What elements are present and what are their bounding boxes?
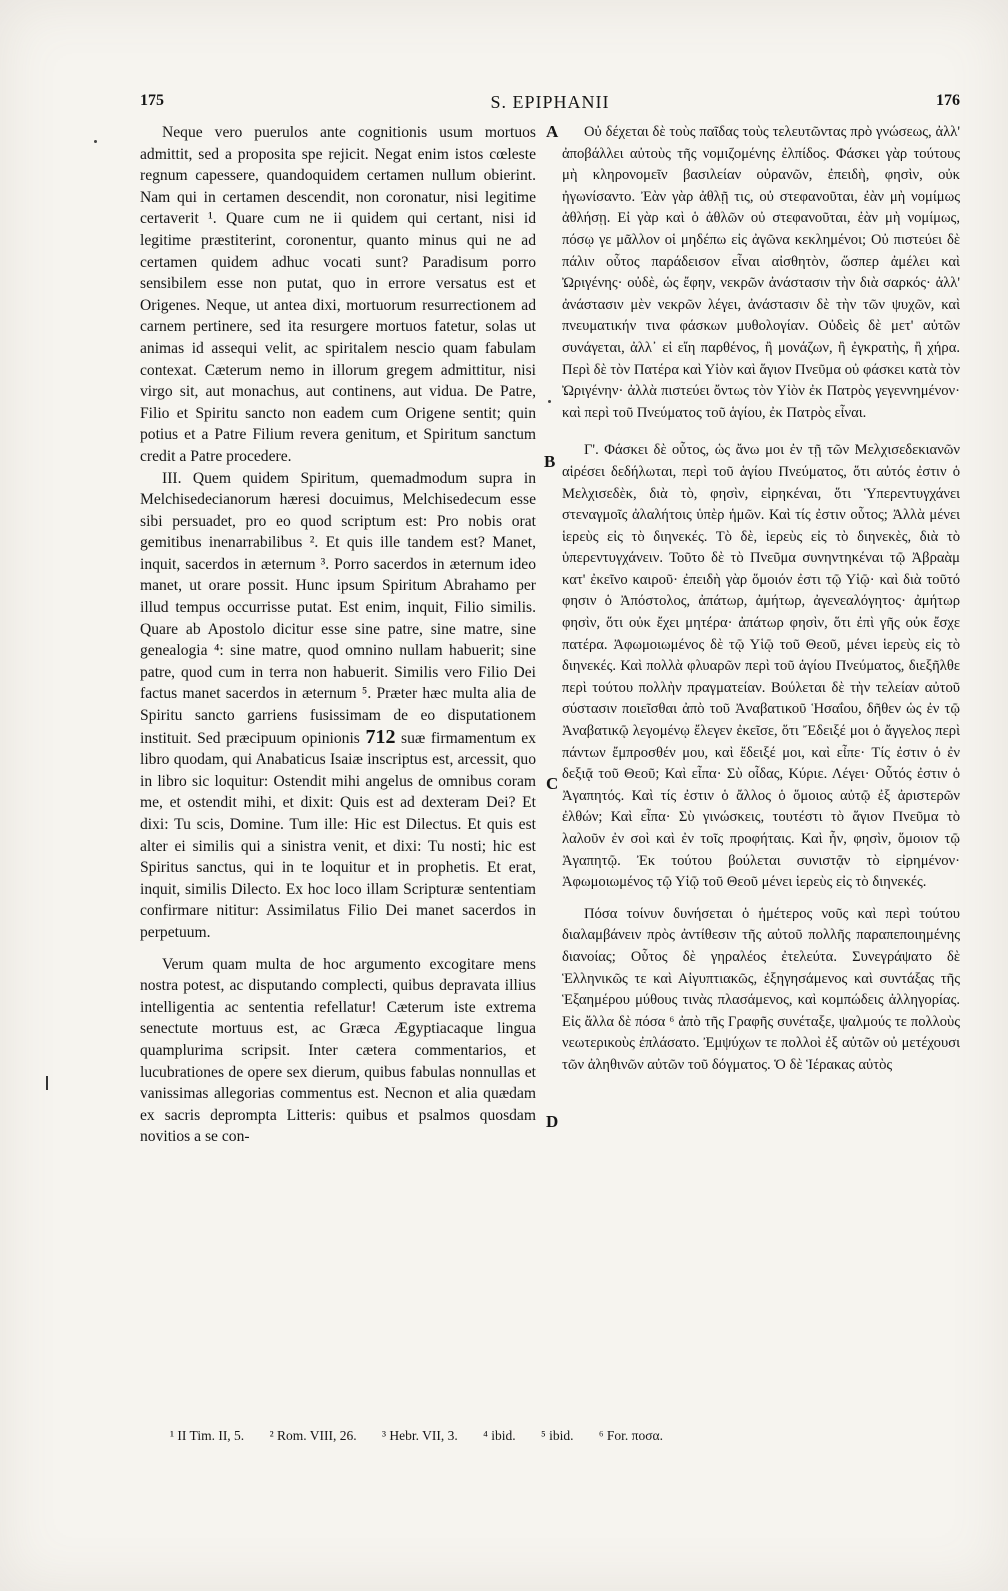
latin-column xyxy=(140,122,536,1148)
running-header xyxy=(140,92,960,118)
footnote-3: ³ Hebr. VII, 3. xyxy=(381,1428,458,1443)
margin-letter-c: C xyxy=(546,774,559,793)
latin-paragraph-2 xyxy=(140,468,536,944)
page-number-right: 176 xyxy=(936,92,960,109)
column-number: 712 xyxy=(365,725,396,748)
scan-speck xyxy=(94,140,97,143)
margin-letter-b: B xyxy=(544,452,556,471)
greek-paragraph-3: Πόσα τοίνυν δυνήσεται ὁ ἡμέτερος νοῦς καὶ περὶ τούτου διαλαμβάνειν πρὸς ἀντίθεσιν τῆς αὐτοῦ πολλῆς παραπεποιημένης διανοίας; Οὗτος δὲ γηραλέος ἐτελεύτα. Συνεγράψατο δὲ Ἑλληνικῶς τε καὶ Αἰγυπτιακῶς, ἐξηγησάμενος καὶ συντάξας τῆς Ἑξαημέρου μύθους τινὰς πλασάμενος, καὶ κομπώδεις ἀλληγορίας. Εἰς ἄλλα δὲ πόσα ⁶ ἀπὸ τῆς Γραφῆς συνέταξε, ψαλμούς τε πολλοὺς νεωτερικοὺς ἐπλάσατο. Ἐμψύχων τε πολλοὶ ἐξ αὐτῶν οὐ μετέχουσι τῶν ἀληθινῶν αὐτῶν τοῦ δόγματος. Ὁ δὲ Ἱέρακας αὐτὸς xyxy=(562,905,960,1073)
page-number-left: 175 xyxy=(140,92,164,109)
scan-speck xyxy=(548,400,551,403)
footnote-2: ² Rom. VIII, 26. xyxy=(269,1428,357,1443)
running-title: S. EPIPHANII xyxy=(490,92,610,112)
scan-mark xyxy=(46,1076,48,1090)
footnotes xyxy=(170,1428,890,1444)
latin-paragraph-1: Neque vero puerulos ante cognitionis usum mortuos admittit, sed a proposita spe rejicit. Negat enim istos cœleste regnum capessere, quandoquidem certamen nullum obierint. Nam qui in certamen descendit, non coronatur, nisi legitime certaverit ¹. Quare cum ne ii quidem qui certant, nisi id legitime præstiterint, coronentur, quanto minus qui ne ad certamen quidem adhuc vocati sunt? Paradisum porro sensibilem esse non putat, quo in errore versatus est et Origenes. Neque, ut antea dixi, mortuorum resurrectionem ad carnem pertinere, sed ita resurgere mortuos fatetur, solas ut animas id assequi velit, ac spiritalem nescio quam fabulam contexat. Cæterum nemo in illorum gregem admittitur, nisi virgo sit, aut monachus, aut continens, aut vidua. De Patre, Filio et Spiritu sancto non eadem cum Origene sentit; quin potius et a Patre Filium revera genitum, et Spiritum sanctum credit a Patre procedere. xyxy=(140,124,536,465)
latin-paragraph-2-cont: suæ firmamentum ex libro quodam, qui Anabaticus Isaiæ inscriptus est, arcessit, quo in libro sic loquitur: Ostendit mihi angelus de omnibus coram me, et ostendit mihi, et dixit: Quis est ad dexteram Dei? Et dixi: Tu scis, Domine. Tum ille: Hic est Dilectus. Et quis est alter ei similis qui a sinistra venit, et dixi: Tu nosti; hic est Spiritus sanctus, qui in te loquitur et in prophetis. Et erat, inquit, similis Dilecto. Ex hoc loco illam Scripturæ sententiam confirmare nititur: Assimilatus Filio Dei manet sacerdos in perpetuum. xyxy=(140,729,537,941)
footnote-6: ⁶ For. ποσα. xyxy=(598,1428,663,1443)
margin-letter-a: A xyxy=(546,122,559,141)
greek-paragraph-2: Γ'. Φάσκει δὲ οὗτος, ὡς ἄνω μοι ἐν τῇ τῶν Μελχισεδεκιανῶν αἱρέσει δεδήλωται, περὶ τοῦ ἁγίου Πνεύματος, ὅτι αὐτός ἐστιν ὁ Μελχισεδὲκ, διὰ τὸ, φησὶν, εἰρηκέναι, ὅτι Ὑπερεντυγχάνει στεναγμοῖς ἀλαλήτοις ὑπὲρ ἡμῶν. Καὶ τίς ἐστιν οὗτος; Ἀλλὰ μένει ἱερεὺς εἰς τὸ διηνεκές. Τὸ δὲ, ἱερεὺς εἰς τὸ διηνεκὲς, διὰ τὸ ὑπερεντυγχάνειν. Τοῦτο δὲ τὸ Πνεῦμα συνηντηκέναι τῷ Ἀβραὰμ κατ' ἐκεῖνο καιροῦ· ἐπειδὴ γὰρ ὅμοιόν ἐστι τῷ Υἱῷ· καὶ διὰ τοῦτό φησιν ὁ Ἀπόστολος, ἀπάτωρ, ἀμήτωρ, ἀγενεαλόγητος· ἀμήτωρ φησὶν, ὅτι οὐκ ἔχει μητέρα· ἀπάτωρ φησὶν, ὅτι ἐπὶ γῆς οὐκ ἔσχε πατέρα. Ἀφωμοιωμένος δὲ τῷ Υἱῷ τοῦ Θεοῦ, μένει ἱερεὺς εἰς τὸ διηνεκές. Καὶ πολλὰ φλυαρῶν περὶ τοῦ ἁγίου Πνεύματος, διεξῆλθε περὶ τούτου πολλὴν πραγματείαν. Βούλεται δὲ τὴν τελείαν αὐτοῦ σύστασιν ποιεῖσθαι ἀπὸ τοῦ Ἀναβατικοῦ Ἡσαΐου, δῆθεν ὡς ἐν τῷ Ἀναβατικῷ λεγομένῳ ἔλεγεν ἐκεῖσε, ὅτι Ἔδειξέ μοι ὁ ἄγγελος περὶ πάντων ἔμπροσθέν μου, καὶ ἔδειξέ μοι, καὶ εἶπε· Τίς ἐστιν ὁ ἐν δεξιᾷ τοῦ Θεοῦ; Καὶ εἶπα· Σὺ οἶδας, Κύριε. Λέγει· Οὗτός ἐστιν ὁ Ἀγαπητός. Καὶ τίς ἐστιν ὁ ἄλλος ὁ ὅμοιος αὐτῷ ἐξ ἀριστερῶν ἐλθών; Καὶ εἶπα· Σὺ γινώσκεις, τουτέστι τὸ ἅγιον Πνεῦμα τὸ λαλοῦν ἐν σοὶ καὶ ἐν τοῖς προφήταις. Καὶ ἦν, φησὶν, ὅμοιον τῷ Ἀγαπητῷ. Ἐκ τούτου βούλεται συνιστᾷν τὸ εἰρημένον· Ἀφωμοιωμένος τῷ Υἱῷ τοῦ Θεοῦ μένει ἱερεὺς εἰς τὸ διηνεκές. xyxy=(562,442,960,891)
latin-paragraph-2-text: III. Quem quidem Spiritum, quemadmodum supra in Melchisedecianorum hæresi docuimus, Melchisedecum esse sibi persuadet, pro eo quod scriptum est: Pro nobis orat gemitibus inenarrabilibus ². Et quis ille tandem est? Manet, inquit, sacerdos in æternum ³. Porro sacerdos in æternum ideo manet, ut orare possit. Hunc ipsum Spiritum Abrahamo per illud tempus occurrisse putat. Est enim, inquit, Filio similis. Quare ab Apostolo dicitur esse sine patre, sine matre, sine genealogia ⁴: sine matre, quod omnino nullam habuerit; sine patre, quod cum in terra non habuerit. Similis vero Filio Dei factus manet sacerdos in æternum ⁵. Præter hæc multa alia de Spiritu sancto garriens fusissimam de eo disputationem instituit. Sed præcipuum opinionis xyxy=(140,469,536,747)
footnote-5: ⁵ ibid. xyxy=(541,1428,574,1443)
footnote-1: ¹ II Tim. II, 5. xyxy=(170,1428,245,1443)
latin-paragraph-3: Verum quam multa de hoc argumento excogitare mens nostra potest, ac disputando complecti, quibus depravata illius intelligentia ac sententia refellatur! Cæterum iste extrema senectute mortuus est, ac Græca Ægyptiacaque lingua quamplurima scripsit. Inter cætera commentarios, et lucubrationes de opere sex dierum, quibus fabulas nonnullas et vanissimas allegorias commentus est. Necnon et alia quædam ex sacris deprompta Litteris: quibus et psalmos quosdam novitios a se con- xyxy=(140,955,536,1146)
greek-column xyxy=(562,122,960,1077)
margin-letter-d: D xyxy=(546,1112,559,1131)
footnote-4: ⁴ ibid. xyxy=(483,1428,516,1443)
greek-paragraph-1: Οὐ δέχεται δὲ τοὺς παῖδας τοὺς τελευτῶντας πρὸ γνώσεως, ἀλλ' ἀποβάλλει αὐτοὺς τῆς νομιζομένης ἐλπίδος. Φάσκει γὰρ τούτους μὴ κληρονομεῖν βασιλείαν οὐρανῶν, ἐπειδὴ, φησὶν, οὐκ ἠγωνίσαντο. Ἐὰν γὰρ ἀθλῇ τις, οὐ στεφανοῦται, ἐὰν μὴ νομίμως ἀθλήσῃ. Εἰ γὰρ καὶ ὁ ἀθλῶν οὐ στεφανοῦται, ἐὰν μὴ νομίμως, πόσῳ γε μᾶλλον οἱ μηδέπω εἰς ἀγῶνα κεκλημένοι; Οὐ πιστεύει δὲ πάλιν οὗτος παράδεισον εἶναι αἰσθητὸν, ὥσπερ ἀμέλει καὶ Ὠριγένης· οὐδὲ, ὡς ἔφην, νεκρῶν ἀνάστασιν τὴν διὰ σαρκός· ἀλλ' ἀνάστασιν μὲν νεκρῶν λέγει, ἀνάστασιν δὲ τὴν τῶν ψυχῶν, καὶ πνευματικήν τινα φάσκων μυθολογίαν. Οὐδεὶς δὲ μετ' αὐτῶν συνάγεται, ἀλλ᾽ εἰ εἴη παρθένος, ἢ μονάζων, ἢ ἐγκρατὴς, ἢ χήρα. Περὶ δὲ τὸν Πατέρα καὶ Υἱὸν καὶ ἅγιον Πνεῦμα οὐ φάσκει κατὰ τὸν Ὠριγένην· ἀλλὰ πιστεύει ὄντως τὸν Υἱὸν ἐκ Πατρὸς γεγεννημένον· καὶ περὶ τοῦ Πνεύματος τοῦ ἁγίου, ἐκ Πατρὸς εἶναι. xyxy=(562,124,960,421)
